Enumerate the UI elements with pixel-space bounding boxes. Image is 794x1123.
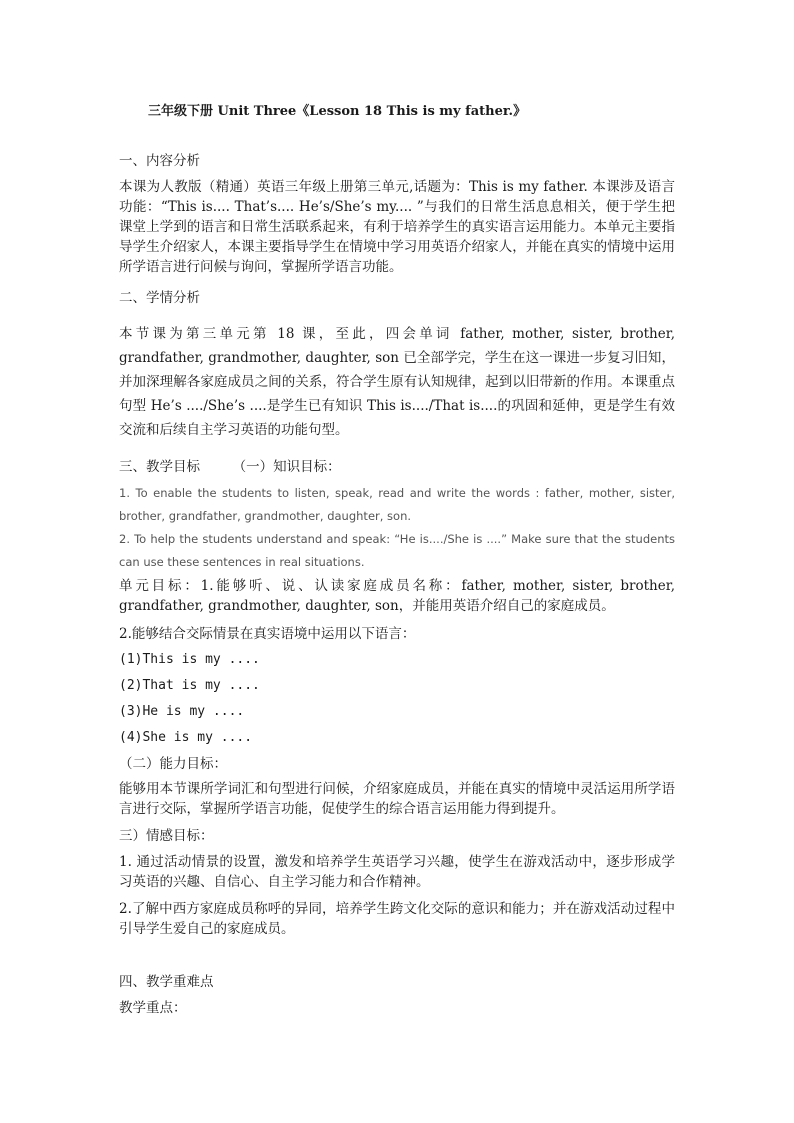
- student-analysis-paragraph: 本节课为第三单元第 18 课，至此，四会单词 father, mother, sister, brother, grandfather, grandmother, daughter, son 已全部学完，学生在这一课进一步复习旧知，并加深理解各家庭成员之间的关系，符合学生原有认知规律，起到以旧带新的作用。本课重点句型 He’s ..../She’s ....是学生已有知识 This is..../That is....的巩固和延伸，更是学生有效交流和后续自主学习英语的功能句型。: [119, 326, 675, 438]
- pattern-3: (3)He is my ....: [119, 704, 245, 719]
- ability-goals-heading: （二）能力目标：: [119, 756, 227, 772]
- teaching-goals-label: 三、教学目标: [119, 459, 200, 475]
- section-heading-teaching-goals: [119, 457, 675, 477]
- english-goal-1: 1. To enable the students to listen, speak, read and write the words : father, mother, sister, brother, grandfather, grandmother, daughter, son.: [119, 486, 675, 523]
- emotion-goal-1: 1. 通过活动情景的设置，激发和培养学生英语学习兴趣，使学生在游戏活动中，逐步形成学习英语的兴趣、自信心、自主学习能力和合作精神。: [119, 854, 675, 890]
- section-heading-key-difficulties: 四、教学重难点: [119, 974, 214, 990]
- knowledge-goals-label: （一）知识目标：: [232, 459, 341, 475]
- english-goal-2: 2. To help the students understand and speak: “He is..../She is ....” Make sure that the students can use these sentences in real situations.: [119, 532, 675, 569]
- section-heading-student-analysis: 二、学情分析: [119, 290, 200, 306]
- unit-goal-paragraph: 单元目标：1.能够听、说、认读家庭成员名称：father, mother, sister, brother, grandfather, grandmother, daughter, son，并能用英语介绍自己的家庭成员。: [119, 578, 675, 614]
- pattern-4: (4)She is my ....: [119, 730, 253, 745]
- ability-goals-paragraph: 能够用本节课所学词汇和句型进行问候，介绍家庭成员，并能在真实的情境中灵活运用所学语言进行交际，掌握所学语言功能，促使学生的综合语言运用能力得到提升。: [119, 781, 675, 817]
- emotion-goal-2: 2.了解中西方家庭成员称呼的异同，培养学生跨文化交际的意识和能力；并在游戏活动过程中引导学生爱自己的家庭成员。: [119, 901, 675, 937]
- pattern-2: (2)That is my ....: [119, 678, 260, 693]
- page-title: 三年级下册 Unit Three《Lesson 18 This is my father.》: [148, 104, 527, 119]
- content-analysis-paragraph: 本课为人教版（精通）英语三年级上册第三单元,话题为：This is my father. 本课涉及语言功能：“This is.... That’s.... He’s/She’s my.... ”与我们的日常生活息息相关，便于学生把课堂上学到的语言和日常生活联系起来，有利于培养学生的真实语言运用能力。本单元主要指导学生介绍家人，本课主要指导学生在情境中学习用英语介绍家人，并能在真实的情境中运用所学语言进行问候与询问，掌握所学语言功能。: [119, 179, 675, 275]
- key-points-label: 教学重点：: [119, 1000, 187, 1016]
- emotion-goals-heading: 三）情感目标：: [119, 828, 214, 844]
- section-heading-content-analysis: 一、内容分析: [119, 153, 200, 169]
- goal-2-line: 2.能够结合交际情景在真实语境中运用以下语言：: [119, 626, 416, 642]
- pattern-1: (1)This is my ....: [119, 652, 260, 667]
